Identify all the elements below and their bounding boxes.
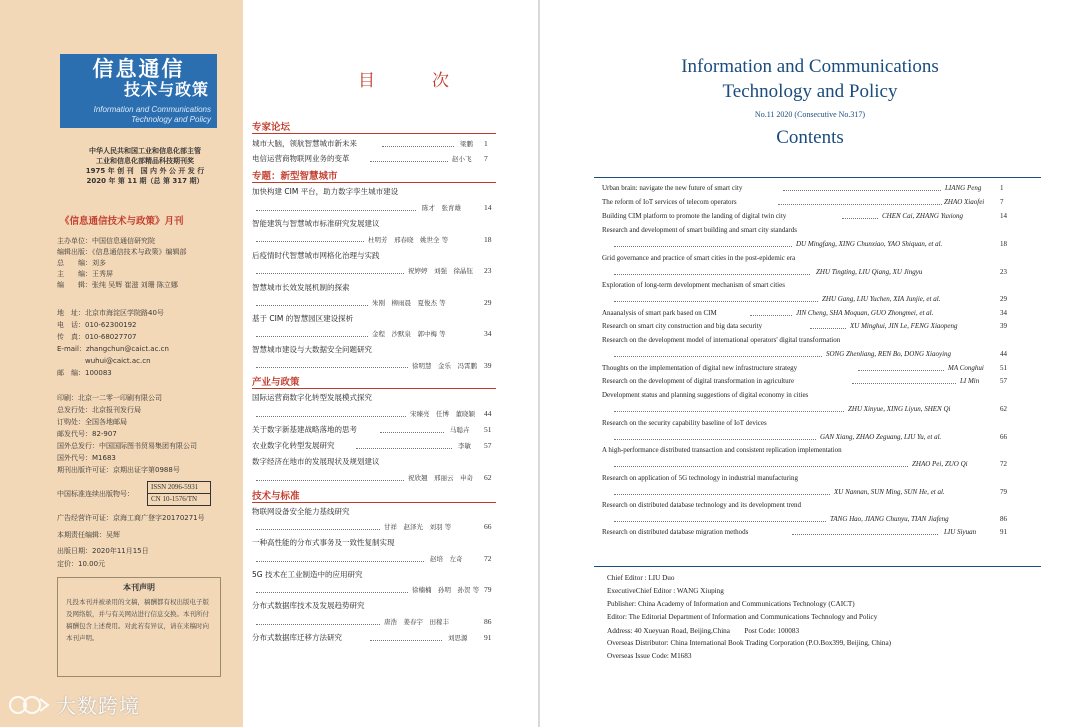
masthead-line: 主办单位：中国信息通信研究院 <box>57 237 155 245</box>
toc-title: 目 次 <box>358 71 469 91</box>
toc-item-title[interactable]: 5G 技术在工业制造中的应用研究 <box>252 570 363 579</box>
toc-item-authors: 朱刚 柳雨晨 夏俊杰 等 <box>372 299 446 307</box>
issue-info: No.11 2020 (Consecutive No.317) <box>754 110 866 119</box>
contents-entry-authors: GAN Xiang, ZHAO Zeguang, LIU Yu, et al. <box>820 433 942 441</box>
leader-dots <box>614 411 844 412</box>
contents-entry-title[interactable]: A high-performance distributed transaction and consistent replication implementation <box>602 446 842 454</box>
toc-item-title[interactable]: 智能建筑与智慧城市标准研究发展建议 <box>252 219 380 228</box>
toc-item-page: 51 <box>484 425 492 434</box>
contents-entry-title[interactable]: Research on the development of digital transformation in agriculture <box>602 377 795 385</box>
contents-entry-page: 86 <box>1000 515 1007 523</box>
left-page <box>0 0 538 727</box>
section-divider <box>252 182 496 183</box>
toc-item-title[interactable]: 关于数字新基建战略落地的思考 <box>252 425 357 434</box>
leader-dots <box>256 480 404 481</box>
leader-dots <box>842 218 878 219</box>
leader-dots <box>614 356 822 357</box>
toc-item-page: 7 <box>484 154 488 163</box>
contents-entry-page: 66 <box>1000 433 1007 441</box>
leader-dots <box>614 439 816 440</box>
leader-dots <box>256 273 404 274</box>
contents-entry-page: 23 <box>1000 268 1007 276</box>
imprint-line: Editor: The Editorial Department of Information and Communications Technology and Policy <box>607 613 878 621</box>
leader-dots <box>356 448 452 449</box>
toc-item-title[interactable]: 基于 CIM 的智慧园区建设探析 <box>252 314 354 323</box>
issn-divider <box>148 493 210 494</box>
contents-entry-authors: XU Nannan, SUN Ming, SUN He, et al. <box>834 488 945 496</box>
journal-logo <box>60 54 217 128</box>
masthead-line: 主 编：王秀屏 <box>57 270 113 278</box>
contents-entry-page: 62 <box>1000 405 1007 413</box>
distribution-line: 国外总发行：中国国际图书贸易集团有限公司 <box>57 442 197 450</box>
contents-entry-title[interactable]: Research on application of 5G technology in industrial manufacturing <box>602 474 798 482</box>
section-heading: 技术与标准 <box>252 491 300 502</box>
logo-subtitle: 技术与政策 <box>123 80 209 99</box>
leader-dots <box>778 204 942 205</box>
toc-item-authors: 徐楠楠 孙明 孙贺 等 <box>412 586 480 594</box>
price: 定价：10.00元 <box>57 560 106 568</box>
toc-item-title[interactable]: 分布式数据库迁移方法研究 <box>252 633 342 642</box>
contents-entry-authors: LI Min <box>960 377 980 385</box>
distribution-line: 印刷：北京一二零一印刷有限公司 <box>57 394 162 402</box>
leader-dots <box>810 328 846 329</box>
notice-title: 本刊声明 <box>123 583 155 592</box>
contents-entry-page: 29 <box>1000 295 1007 303</box>
toc-item-authors: 唐浩 姜春宇 田稼丰 <box>384 618 449 626</box>
toc-item-title[interactable]: 数字经济在地市的发展现状及规划建议 <box>252 457 380 466</box>
contact-line: 传 真：010-68027707 <box>57 333 137 341</box>
toc-item-page: 62 <box>484 473 492 482</box>
logo-english-line-2: Technology and Policy <box>131 115 211 124</box>
masthead-line: 总 编：刘多 <box>57 259 106 267</box>
issn-number: ISSN 2096-5931 <box>151 483 199 491</box>
imprint-rule <box>594 566 1041 567</box>
contents-entry-authors: LIU Siyuan <box>944 528 977 536</box>
toc-item-title[interactable]: 国际运营商数字化转型发展模式探究 <box>252 393 372 402</box>
toc-item-authors: 甘祥 赵泽光 刘羽 等 <box>384 523 452 531</box>
cn-number: CN 10-1576/TN <box>151 495 198 503</box>
leader-dots <box>256 305 368 306</box>
toc-item-title[interactable]: 智慧城市长效发展机制的探索 <box>252 283 350 292</box>
contents-entry-title[interactable]: Development status and planning suggestions of digital economy in cities <box>602 391 809 399</box>
contents-entry-authors: ZHAO Pei, ZUO Qi <box>912 460 968 468</box>
toc-item-title[interactable]: 分布式数据库技术及发展趋势研究 <box>252 601 365 610</box>
editor-in-charge: 本期责任编辑：吴辉 <box>57 531 120 539</box>
contents-entry-page: 7 <box>1000 198 1004 206</box>
contents-entry-authors: DU Mingfang, XING Chunxiao, YAO Shiquan, et al. <box>796 240 943 248</box>
leader-dots <box>256 241 364 242</box>
leader-dots <box>256 561 424 562</box>
leader-dots <box>370 640 442 641</box>
toc-item-page: 86 <box>484 617 492 626</box>
toc-item-title[interactable]: 智慧城市建设与大数据安全问题研究 <box>252 345 372 354</box>
contents-entry-authors: XU Minghui, JIN Le, FENG Xiaopeng <box>850 322 958 330</box>
contents-entry-page: 34 <box>1000 309 1007 317</box>
toc-item-authors: 李敏 <box>458 442 471 450</box>
publication-date: 出版日期：2020年11月15日 <box>57 547 149 555</box>
sponsor-line: 1975 年 创 刊 国 内 外 公 开 发 行 <box>85 167 205 175</box>
contents-entry-authors: ZHU Xinyue, XING Liyun, SHEN Qi <box>848 405 951 413</box>
toc-item-title[interactable]: 城市大脑，领航智慧城市新未来 <box>252 139 357 148</box>
section-heading: 专家论坛 <box>252 122 291 133</box>
contents-entry-authors: ZHU Gang, LIU Yuchen, XIA Junjie, et al. <box>822 295 941 303</box>
contents-entry-page: 14 <box>1000 212 1007 220</box>
contents-heading: Contents <box>776 127 844 148</box>
imprint-line: ExecutiveChief Editor : WANG Xiuping <box>607 587 724 595</box>
contact-line: 地 址：北京市海淀区学院路40号 <box>57 309 164 317</box>
section-heading: 产业与政策 <box>252 377 300 388</box>
toc-item-authors: 杜明芳 邢春晓 姚世全 等 <box>368 236 449 244</box>
sponsor-line: 工业和信息化部精品科技期刊奖 <box>96 157 194 165</box>
leader-dots <box>256 416 406 417</box>
contents-entry-title[interactable]: Research on the security capability baseline of IoT devices <box>602 419 767 427</box>
contents-entry-title[interactable]: The reform of IoT services of telecom operators <box>602 198 737 206</box>
toc-item-page: 57 <box>484 441 492 450</box>
section-divider <box>252 502 496 503</box>
leader-dots <box>852 383 956 384</box>
distribution-line: 邮发代号：82-907 <box>57 430 117 438</box>
toc-item-authors: 赵培 左奇 <box>430 555 463 563</box>
contact-line: 电 话：010-62300192 <box>57 321 137 329</box>
ad-license: 广告经营许可证：京海工商广登字20170271号 <box>57 514 205 522</box>
contents-entry-authors: ZHU Tingting, LIU Qiang, XU Jingyu <box>816 268 923 276</box>
sponsor-line: 2020 年 第 11 期（总 第 317 期） <box>86 177 204 185</box>
notice-body: 凡投本刊并被录用的文稿，稿酬都有权出版电子版及网络版，并与有关网站进行信息交换。本刊所付稿酬包含上述费用。对此若有异议，请在来稿时向本刊声明。 <box>66 598 209 642</box>
toc-item-title[interactable]: 一种高性能的分布式事务及一致性复制实现 <box>252 538 395 547</box>
contents-entry-page: 39 <box>1000 322 1007 330</box>
toc-item-authors: 祝欣翘 邢丽云 申奇 <box>408 474 473 482</box>
toc-item-authors: 祝婷婷 刘强 徐晶钰 <box>408 267 473 275</box>
leader-dots <box>783 190 941 191</box>
toc-item-authors: 赵小飞 <box>452 155 472 163</box>
contents-entry-page: 57 <box>1000 377 1007 385</box>
toc-item-page: 66 <box>484 522 492 531</box>
contents-entry-title[interactable]: Research on the development model of international operators' digital transformation <box>602 336 841 344</box>
contents-entry-title[interactable]: Urban brain: navigate the new future of smart city <box>602 184 743 192</box>
issn-label: 中国标准连续出版物号： <box>57 490 134 498</box>
toc-item-page: 72 <box>484 554 492 563</box>
contents-entry-page: 18 <box>1000 240 1007 248</box>
leader-dots <box>614 466 908 467</box>
contact-line: E-mail：zhangchun@caict.ac.cn <box>57 345 169 353</box>
toc-item-authors: 宋臻亮 任博 董晓颖 <box>410 410 475 418</box>
distribution-line: 订购处：全国各地邮局 <box>57 418 127 426</box>
toc-item-authors: 陈才 张育雄 <box>422 204 461 212</box>
contents-entry-page: 1 <box>1000 184 1004 192</box>
contents-entry-page: 79 <box>1000 488 1007 496</box>
toc-item-title[interactable]: 电信运营商物联网业务的变革 <box>252 154 350 163</box>
imprint-line: Chief Editor : LIU Duo <box>607 574 675 582</box>
contact-line: wuhui@caict.ac.cn <box>57 357 151 365</box>
toc-item-page: 79 <box>484 585 492 594</box>
leader-dots <box>256 529 380 530</box>
toc-item-title[interactable]: 加快构建 CIM 平台，助力数字孪生城市建设 <box>252 187 399 196</box>
contents-entry-title[interactable]: Thoughts on the implementation of digital new infrastructure strategy <box>602 364 798 372</box>
masthead-line: 编 辑：张纯 吴辉 崔滋 刘珊 陈立娜 <box>57 281 178 289</box>
contents-entry-authors: ZHAO Xiaofei <box>944 198 985 206</box>
leader-dots <box>382 146 454 147</box>
leader-dots <box>614 521 826 522</box>
leader-dots <box>256 592 408 593</box>
leader-dots <box>614 301 818 302</box>
toc-item-title[interactable]: 农业数字化转型发展研究 <box>252 441 335 450</box>
leader-dots <box>858 370 944 371</box>
toc-item-page: 39 <box>484 361 492 370</box>
section-divider <box>252 133 496 134</box>
toc-item-authors: 徐明慧 金乐 冯霄鹏 <box>412 362 477 370</box>
contents-entry-title[interactable]: Anaanalysis of smart park based on CIM <box>602 309 717 317</box>
contents-entry-title[interactable]: Research on smart city construction and big data security <box>602 322 763 330</box>
toc-item-authors: 金程 沙默泉 郭中梅 等 <box>372 330 446 338</box>
contents-entry-title[interactable]: Exploration of long-term development mechanism of smart cities <box>602 281 785 289</box>
contents-entry-authors: CHEN Cai, ZHANG Yuxiong <box>882 212 964 220</box>
watermark-logo-icon <box>8 693 50 717</box>
notice-box <box>57 577 221 677</box>
toc-item-authors: 马聪卉 <box>450 426 470 434</box>
contents-entry-page: 72 <box>1000 460 1007 468</box>
leader-dots <box>750 315 792 316</box>
toc-item-page: 29 <box>484 298 492 307</box>
leader-dots <box>380 432 444 433</box>
leader-dots <box>614 274 810 275</box>
logo-title: 信息通信 <box>92 57 185 81</box>
toc-item-page: 1 <box>484 139 488 148</box>
distribution-line: 期刊出版许可证：京期出证字第0988号 <box>57 466 180 474</box>
imprint-line: Address: 40 Xueyuan Road, Beijing,China Post Code: 100083 <box>607 627 800 635</box>
imprint-line: Publisher: China Academy of Information and Communications Technology (CAICT) <box>607 600 855 608</box>
toc-item-page: 44 <box>484 409 492 418</box>
contents-entry-authors: JIN Cheng, SHA Moquan, GUO Zhongmei, et al. <box>796 309 934 317</box>
contents-rule <box>594 177 1041 178</box>
contact-line: 邮 编：100083 <box>57 369 112 377</box>
toc-item-title[interactable]: 物联网设备安全能力基线研究 <box>252 507 350 516</box>
contents-entry-authors: LIANG Peng <box>945 184 982 192</box>
contents-entry-title[interactable]: Research and development of smart building and smart city standards <box>602 226 797 234</box>
section-divider <box>252 388 496 389</box>
toc-item-title[interactable]: 后疫情时代智慧城市网格化治理与实践 <box>252 251 380 260</box>
imprint-line: Overseas Distributor: China International Book Trading Corporation (P.O.Box399, Beijing, China) <box>607 639 892 647</box>
leader-dots <box>256 624 380 625</box>
leader-dots <box>614 246 792 247</box>
watermark-text: 大数跨境 <box>56 694 140 718</box>
toc-item-page: 18 <box>484 235 492 244</box>
toc-item-page: 34 <box>484 329 492 338</box>
distribution-line: 国外代号：M1683 <box>57 454 116 462</box>
toc-item-authors: 刘思源 <box>448 634 468 642</box>
toc-item-page: 14 <box>484 203 492 212</box>
leader-dots <box>614 494 830 495</box>
toc-item-authors: 梁鹏 <box>460 140 473 148</box>
logo-english-line-1: Information and Communications <box>93 105 211 114</box>
section-heading: 专题：新型智慧城市 <box>252 171 338 182</box>
contents-entry-title[interactable]: Research on distributed database migration methods <box>602 528 749 536</box>
contents-entry-authors: MA Conghui <box>948 364 984 372</box>
sponsor-line: 中华人民共和国工业和信息化部主管 <box>89 147 201 155</box>
leader-dots <box>256 210 416 211</box>
english-title-line-1: Information and Communications <box>681 56 939 77</box>
toc-item-page: 91 <box>484 633 492 642</box>
distribution-line: 总发行处：北京报刊发行局 <box>57 406 141 414</box>
contents-entry-title[interactable]: Grid governance and practice of smart cities in the post-epidemic era <box>602 254 796 262</box>
english-title-line-2: Technology and Policy <box>722 81 898 102</box>
journal-name: 《信息通信技术与政策》月刊 <box>60 216 184 227</box>
contents-entry-page: 91 <box>1000 528 1007 536</box>
masthead-line: 编辑出版：《信息通信技术与政策》编辑部 <box>57 248 187 256</box>
contents-entry-title[interactable]: Building CIM platform to promote the landing of digital twin city <box>602 212 787 220</box>
issn-box <box>147 481 211 506</box>
contents-entry-page: 44 <box>1000 350 1007 358</box>
contents-entry-authors: TANG Hao, JIANG Chunyu, TIAN Jiafeng <box>830 515 949 523</box>
leader-dots <box>370 161 448 162</box>
contents-entry-page: 51 <box>1000 364 1007 372</box>
leader-dots <box>256 336 368 337</box>
leader-dots <box>792 534 938 535</box>
toc-item-page: 23 <box>484 266 492 275</box>
contents-entry-title[interactable]: Research on distributed database technology and its development trend <box>602 501 802 509</box>
imprint-line: Overseas Issue Code: M1683 <box>607 652 692 660</box>
contents-entry-authors: SONG Zhenliang, REN Bo, DONG Xiaoying <box>826 350 952 358</box>
watermark <box>8 690 140 719</box>
leader-dots <box>256 367 408 368</box>
right-page <box>540 0 1080 727</box>
